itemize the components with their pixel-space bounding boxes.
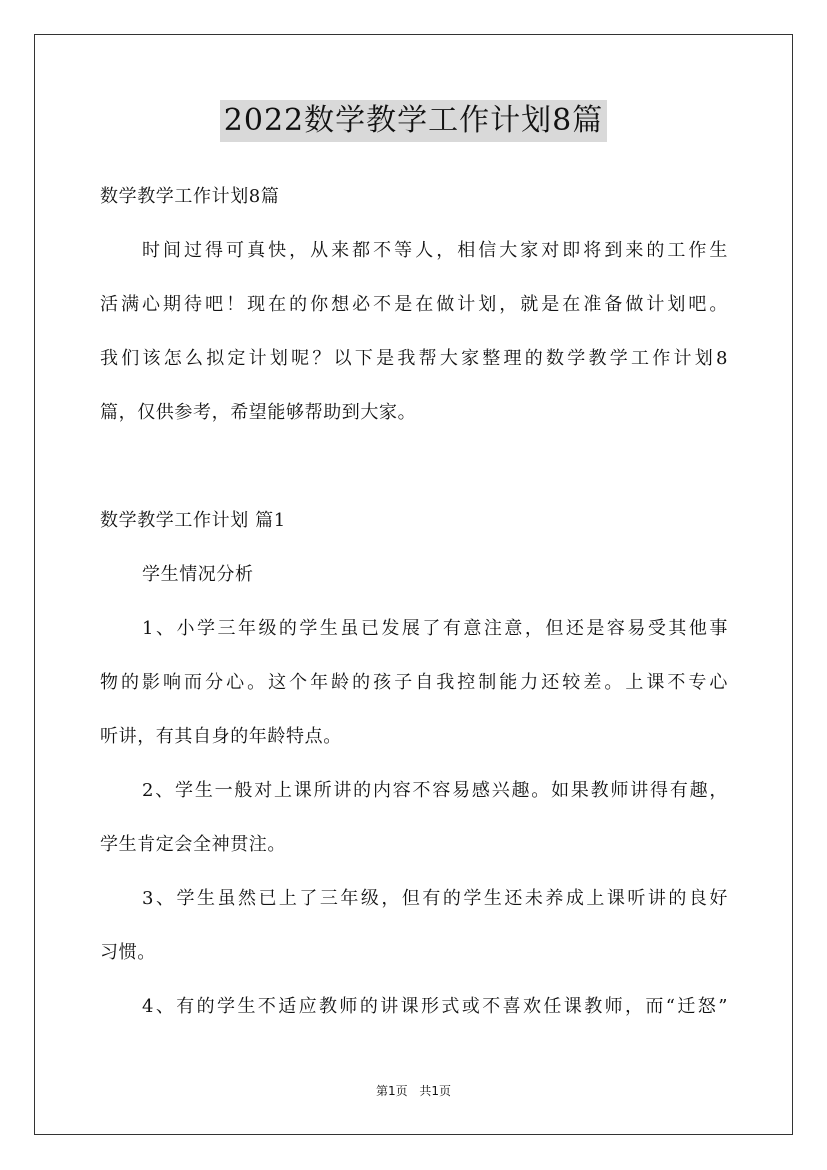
item-line: 习惯。 (100, 942, 156, 963)
intro-line: 活满心期待吧！现在的你想必不是在做计划，就是在准备做计划吧。 (100, 294, 728, 315)
page-footer (0, 1082, 827, 1099)
section-heading: 数学教学工作计划 篇1 (100, 510, 286, 531)
intro-line: 我们该怎么拟定计划呢？以下是我帮大家整理的数学教学工作计划8 (100, 348, 728, 369)
subsection-heading: 学生情况分析 (142, 564, 254, 585)
item-line: 3、学生虽然已上了三年级，但有的学生还未养成上课听讲的良好 (142, 888, 728, 909)
document-subtitle: 数学教学工作计划8篇 (100, 186, 280, 207)
item-line: 1、小学三年级的学生虽已发展了有意注意，但还是容易受其他事 (142, 618, 728, 639)
item-2 (100, 764, 728, 872)
intro-line: 时间过得可真快，从来都不等人，相信大家对即将到来的工作生 (142, 240, 728, 261)
page-number: 第1页 (375, 1084, 408, 1098)
item-4 (100, 980, 728, 1034)
item-line: 学生肯定会全神贯注。 (100, 834, 286, 855)
item-3 (100, 872, 728, 980)
intro-paragraph (100, 224, 728, 440)
document-body (100, 170, 728, 1034)
title-area (0, 100, 827, 142)
item-line: 4、有的学生不适应教师的讲课形式或不喜欢任课教师，而“迁怒” (142, 996, 728, 1017)
item-line: 2、学生一般对上课所讲的内容不容易感兴趣。如果教师讲得有趣， (142, 780, 728, 801)
intro-line: 篇，仅供参考，希望能够帮助到大家。 (100, 402, 417, 423)
item-1 (100, 602, 728, 764)
document-title: 2022数学教学工作计划8篇 (220, 100, 607, 142)
paragraph-gap (100, 440, 728, 494)
item-line: 物的影响而分心。这个年龄的孩子自我控制能力还较差。上课不专心 (100, 672, 728, 693)
page-total: 共1页 (419, 1084, 452, 1098)
item-line: 听讲，有其自身的年龄特点。 (100, 726, 342, 747)
